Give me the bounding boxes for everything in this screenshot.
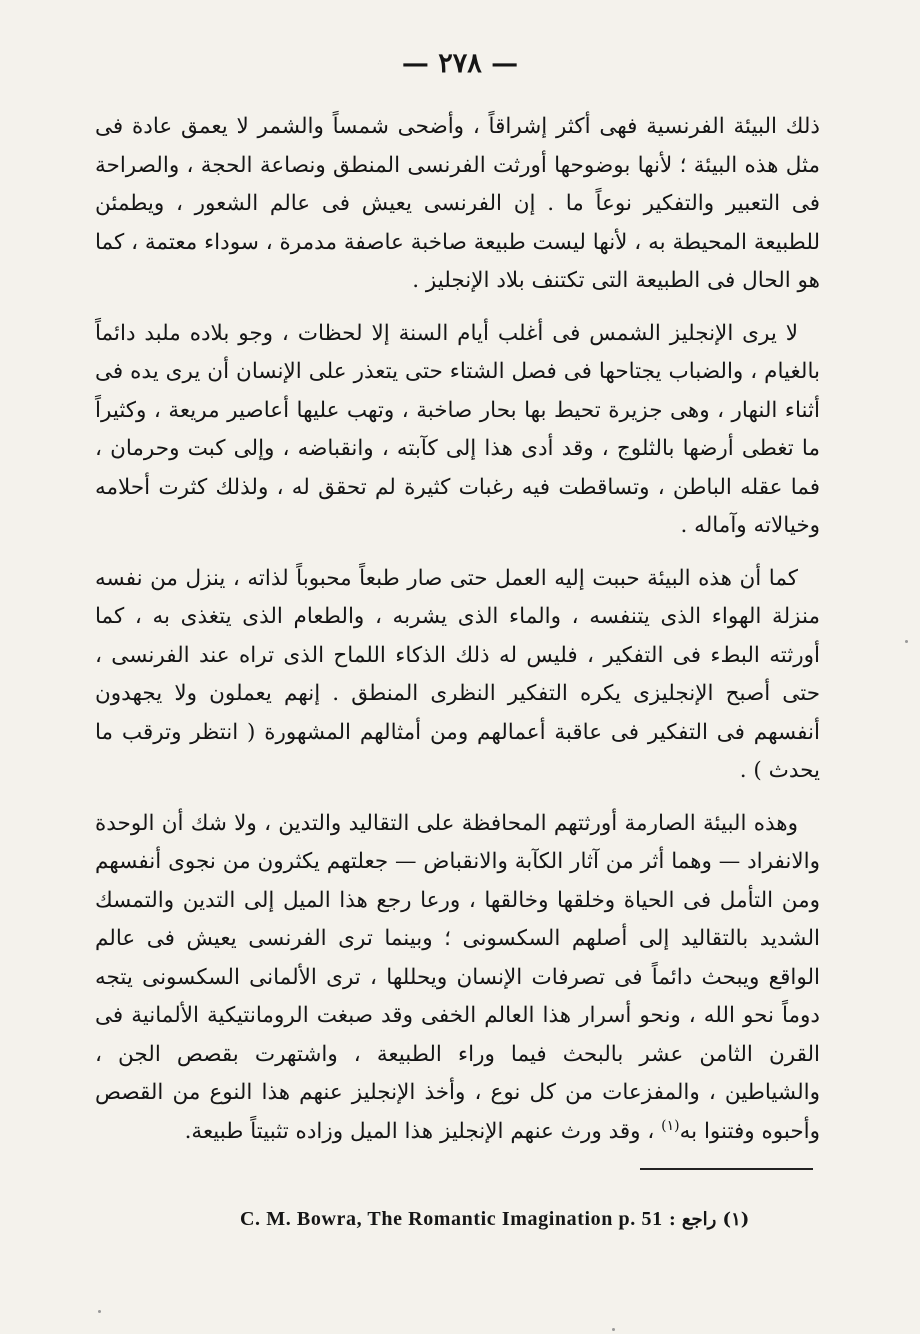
footnote [240,1208,840,1231]
scan-speck [98,1310,101,1313]
paragraph-1-text: ذلك البيئة الفرنسية فهى أكثر إشراقاً ، وأضحى شمساً والشمر لا يعمق عادة فى مثل هذه البيئة ؛ لأنها بوضوحها أورثت الفرنسى المنطق ونصاعة الحجة ، والصراحة فى التعبير والتفكير نوعاً ما . إن الفرنسى يعيش فى عالم الشعور ، ويطمئن للطبيعة المحيطة به ، لأنها ليست طبيعة صاخبة عاصفة مدمرة ، سوداء معتمة ، كما هو الحال فى الطبيعة التى تكتنف بلاد الإنجليز . [95,114,820,293]
footnote-reference[interactable]: (١) [661,1117,680,1134]
scan-speck [612,1328,615,1331]
scan-speck [905,640,908,643]
paragraph-3 [95,560,820,791]
footnote-marker: (١) راجع : [668,1209,750,1230]
footnote-divider [640,1168,813,1170]
body-text [95,108,820,1151]
paragraph-4 [95,805,820,1152]
paragraph-1 [95,108,820,301]
paragraph-4-text: وهذه البيئة الصارمة أورثتهم المحافظة على التقاليد والتدين ، ولا شك أن الوحدة والانفراد — وهما أثر من آثار الكآبة والانقباض — جعلتهم يكثرون من نجوى أنفسهم ومن التأمل فى الحياة وخلقها وخالقها ، ورعا رجع هذا الميل إلى التدين والتمسك الشديد بالتقاليد إلى أصلهم السكسونى ؛ وبينما ترى الفرنسى يعيش فى عالم الواقع ويبحث دائماً فى تصرفات الإنسان ويحللها ، ترى الألمانى السكسونى يتجه دوماً نحو الله ، ونحو أسرار هذا العالم الخفى وقد صبغت الرومانتيكية الألمانية فى القرن الثامن عشر بالبحث فيما وراء الطبيعة ، واشتهرت بقصص الجن ، والشياطين ، والمفزعات من كل نوع ، وأخذ الإنجليز عنهم هذا النوع من القصص وأحبوه وفتنوا به [95,810,820,1144]
paragraph-4-text-end: ، وقد ورث عنهم الإنجليز هذا الميل وزاده تثبيتاً طبيعة. [184,1118,662,1144]
paragraph-2 [95,315,820,546]
page-number: — ٢٧٨ — [401,48,519,79]
footnote-citation: C. M. Bowra, The Romantic Imagination p. 51 [240,1208,663,1230]
paragraph-2-text: لا يرى الإنجليز الشمس فى أغلب أيام السنة إلا لحظات ، وجو بلاده ملبد دائماً بالغيام ، والضباب يجتاحها فى فصل الشتاء حتى يتعذر على الإنسان أن يرى يده فى أثناء النهار ، وهى جزيرة تحيط بها بحار صاخبة ، وتهب عليها أعاصير مريعة ، وكثيراً ما تغطى أرضها بالثلوج ، وقد أدى هذا إلى كآبته ، وانقباضه ، وإلى كبت وحرمان ، فما عقله الباطن ، وتساقطت فيه رغبات كثيرة لم تحقق له ، ولذلك كثرت أحلامه وخيالاته وآماله . [95,320,820,538]
paragraph-3-text: كما أن هذه البيئة حببت إليه العمل حتى صار طبعاً محبوباً لذاته ، ينزل من نفسه منزلة الهواء الذى يتنفسه ، والماء الذى يشربه ، والطعام الذى يتغذى به ، كما أورثته البطء فى التفكير ، فليس له ذلك الذكاء اللماح الذى تراه عند الفرنسى ، حتى أصبح الإنجليزى يكره التفكير النظرى المنطق . إنهم يعملون ولا يجهدون أنفسهم فى التفكير فى عاقبة أعمالهم ومن أمثالهم المشهورة ( انتظر وترقب ما يحدث ) . [95,565,820,783]
